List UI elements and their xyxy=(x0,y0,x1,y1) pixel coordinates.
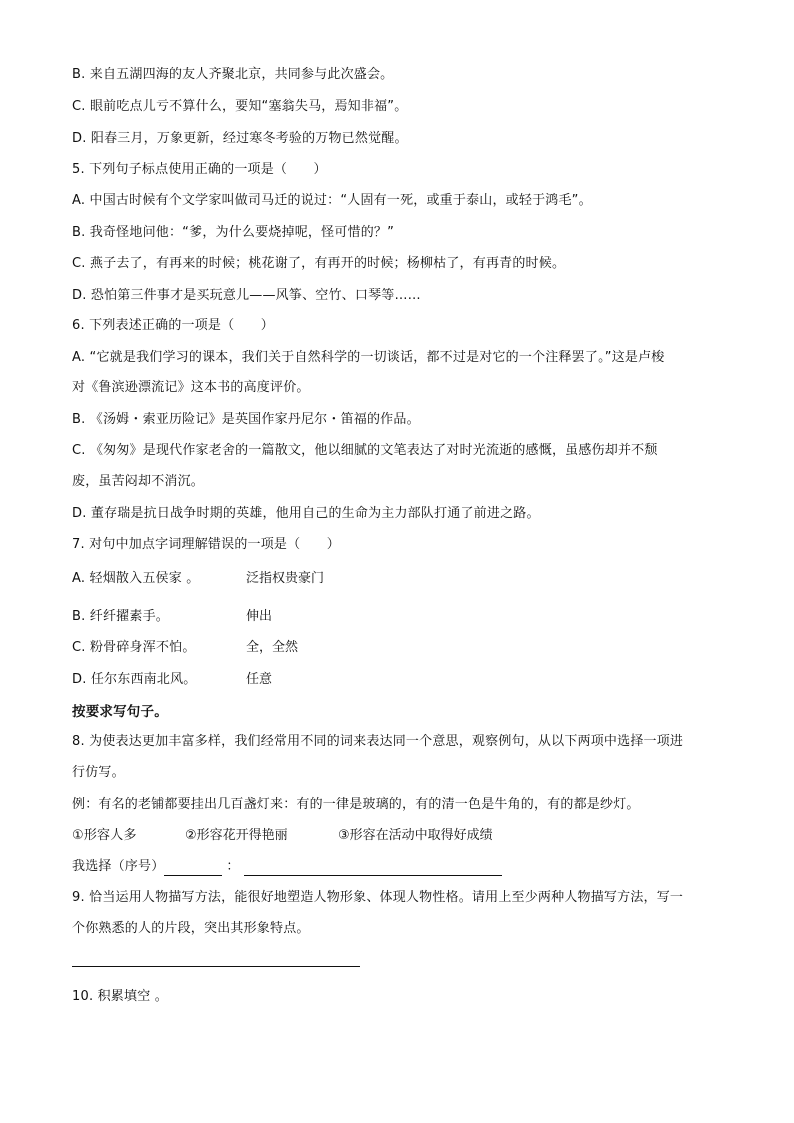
q8-answer-colon: ： xyxy=(226,859,240,874)
q6-option-c-line1: C. 《匆匆》是现代作家老舍的一篇散文，他以细腻的文笔表达了对时光流逝的感慨，虽感伤却并不颓 xyxy=(72,443,658,458)
q7-option-b-sentence: B. 纤纤擢素手。 xyxy=(72,609,169,624)
q6-option-a-line2: 对《鲁滨逊漂流记》这本书的高度评价。 xyxy=(72,380,310,395)
q7-option-a-meaning: 泛指权贵豪门 xyxy=(246,571,325,586)
q8-example: 例：有名的老铺都要挂出几百盏灯来：有的一律是玻璃的，有的清一色是牛角的，有的都是纱灯。 xyxy=(72,797,640,812)
q8-choice-2: ②形容花开得艳丽 xyxy=(185,828,288,843)
q4-option-d: D. 阳春三月，万象更新，经过寒冬考验的万物已然觉醒。 xyxy=(72,131,408,146)
q8-stem-line1: 8. 为使表达更加丰富多样，我们经常用不同的词来表达同一个意思，观察例句，从以下两项中选择一项进 xyxy=(72,734,684,749)
q5-stem: 5. 下列句子标点使用正确的一项是（ ） xyxy=(72,162,327,177)
q4-option-b: B. 来自五湖四海的友人齐聚北京，共同参与此次盛会。 xyxy=(72,67,394,82)
q5-option-b: B. 我奇怪地问他：“爹，为什么要烧掉呢，怪可惜的？” xyxy=(72,225,395,240)
q9-answer-line[interactable] xyxy=(72,966,360,967)
q5-option-d: D. 恐怕第三件事才是买玩意儿——风筝、空竹、口琴等…… xyxy=(72,288,421,303)
q5-option-c: C. 燕子去了，有再来的时候；桃花谢了，有再开的时候；杨柳枯了，有再青的时候。 xyxy=(72,256,566,271)
q7-option-d-meaning: 任意 xyxy=(246,672,273,687)
q7-option-c-meaning: 全，全然 xyxy=(246,640,299,655)
q7-option-d-sentence: D. 任尔东西南北风。 xyxy=(72,672,197,687)
q7-option-b-meaning: 伸出 xyxy=(246,609,273,624)
q6-option-d: D. 董存瑞是抗日战争时期的英雄，他用自己的生命为主力部队打通了前进之路。 xyxy=(72,506,540,521)
q8-answer-label: 我选择（序号） xyxy=(72,859,165,874)
q8-stem-line2: 行仿写。 xyxy=(72,765,125,780)
q8-answer-row xyxy=(72,858,502,876)
section-heading: 按要求写句子。 xyxy=(72,704,168,720)
q4-option-c: C. 眼前吃点儿亏不算什么，要知“塞翁失马，焉知非福”。 xyxy=(72,99,408,114)
q5-option-a: A. 中国古时候有个文学家叫做司马迁的说过：“人固有一死，或重于泰山，或轻于鸿毛”。 xyxy=(72,193,592,208)
q6-option-c-line2: 废，虽苦闷却不消沉。 xyxy=(72,474,205,489)
q6-stem: 6. 下列表述正确的一项是（ ） xyxy=(72,318,274,333)
q9-stem-line2: 个你熟悉的人的片段，突出其形象特点。 xyxy=(72,921,310,936)
q8-choice-1: ①形容人多 xyxy=(72,828,137,843)
q7-option-a-sentence: A. 轻烟散入五侯家 。 xyxy=(72,571,200,586)
q8-number-blank[interactable] xyxy=(164,861,222,876)
q8-sentence-blank[interactable] xyxy=(244,861,502,876)
q6-option-a-line1: A. “它就是我们学习的课本，我们关于自然科学的一切谈话，都不过是对它的一个注释罢了。”这是卢梭 xyxy=(72,350,665,365)
q6-option-b: B. 《汤姆・索亚历险记》是英国作家丹尼尔・笛福的作品。 xyxy=(72,412,420,427)
q8-choice-3: ③形容在活动中取得好成绩 xyxy=(338,828,493,843)
q10-stem: 10. 积累填空 。 xyxy=(72,989,168,1004)
q7-stem: 7. 对句中加点字词理解错误的一项是（ ） xyxy=(72,537,340,552)
q7-option-c-sentence: C. 粉骨碎身浑不怕。 xyxy=(72,640,196,655)
q9-stem-line1: 9. 恰当运用人物描写方法，能很好地塑造人物形象、体现人物性格。请用上至少两种人物描写方法，写一 xyxy=(72,890,684,905)
